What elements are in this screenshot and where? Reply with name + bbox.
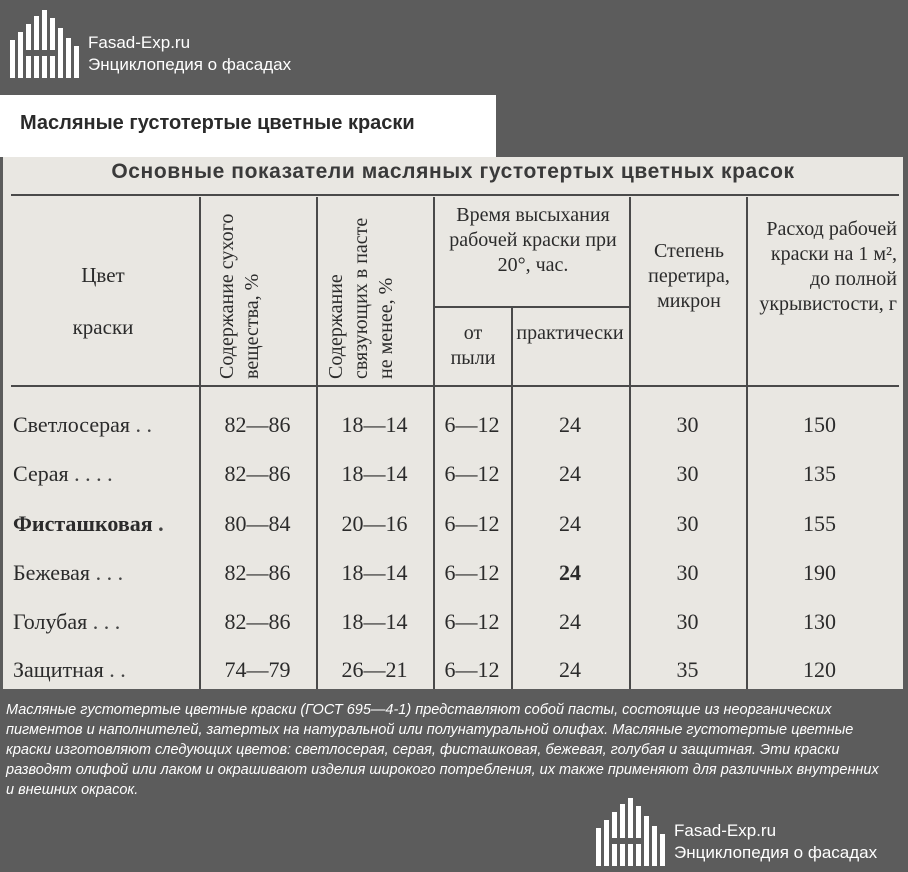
logo-site-name: Fasad-Exp.ru — [88, 33, 191, 52]
logo-site-name: Fasad-Exp.ru — [674, 821, 777, 840]
header-drying-time: Время высыхания рабочей краски при 20°, час. — [449, 204, 617, 276]
row-consumption: 135 — [803, 461, 836, 486]
row-consumption: 150 — [803, 412, 836, 437]
header-consumption: Расход рабочей краски на 1 м², до полной укрывистости, г — [759, 218, 897, 315]
row-color-name: Серая . . . . — [13, 461, 113, 486]
row-color-name: Защитная . . — [13, 657, 126, 682]
row-dust: 6—12 — [444, 609, 500, 634]
row-practical: 24 — [559, 412, 581, 437]
row-consumption: 155 — [803, 511, 836, 536]
row-grind: 30 — [676, 461, 699, 486]
header-binder: Содержание связующих в пасте не менее, % — [325, 217, 397, 379]
row-grind: 30 — [676, 560, 699, 585]
row-grind: 30 — [676, 511, 699, 536]
row-dry: 80—84 — [224, 511, 291, 536]
row-binder: 18—14 — [341, 412, 408, 437]
building-logo-icon — [594, 794, 666, 866]
row-consumption: 120 — [803, 657, 836, 682]
row-dry: 74—79 — [224, 657, 291, 682]
row-binder: 18—14 — [341, 609, 408, 634]
logo-subtitle: Энциклопедия о фасадах — [674, 843, 878, 862]
row-dust: 6—12 — [444, 412, 500, 437]
row-dust: 6—12 — [444, 560, 500, 585]
logo-text — [88, 32, 291, 76]
row-binder: 18—14 — [341, 461, 408, 486]
row-consumption: 130 — [803, 609, 836, 634]
row-binder: 18—14 — [341, 560, 408, 585]
logo-text — [674, 820, 877, 864]
site-logo-footer[interactable] — [594, 794, 877, 866]
header-color: Цвет краски — [72, 263, 134, 339]
page-title: Масляные густотертые цветные краски — [20, 112, 415, 134]
row-practical: 24 — [559, 560, 581, 585]
header-dry-matter: Содержание сухого вещества, % — [216, 213, 263, 379]
site-logo[interactable] — [8, 6, 291, 78]
header-practically: практически — [516, 322, 624, 344]
row-practical: 24 — [559, 511, 581, 536]
row-dry: 82—86 — [224, 609, 291, 634]
row-dry: 82—86 — [224, 461, 291, 486]
row-dry: 82—86 — [224, 560, 291, 585]
table-top-border — [11, 194, 899, 196]
row-grind: 35 — [676, 657, 699, 682]
row-dry: 82—86 — [224, 412, 291, 437]
row-practical: 24 — [559, 609, 581, 634]
row-color-name: Фисташковая . — [13, 511, 164, 536]
row-consumption: 190 — [803, 560, 836, 585]
header-grind-degree: Степень перетира, микрон — [648, 240, 730, 312]
scanned-table — [3, 157, 903, 689]
row-dust: 6—12 — [444, 657, 500, 682]
header-bottom-border — [11, 385, 899, 387]
logo-subtitle: Энциклопедия о фасадах — [88, 55, 292, 74]
row-color-name: Светлосерая . . — [13, 412, 152, 437]
table-heading: Основные показатели масляных густотертых цветных красок — [111, 160, 795, 183]
row-binder: 20—16 — [341, 511, 408, 536]
row-grind: 30 — [676, 412, 699, 437]
description-paragraph: Масляные густотертые цветные краски (ГОСТ 695—4-1) представляют собой пасты, состоящие из неорганических пигментов и наполнителей, затертых на натуральной или полунатуральной олифах. Масляные густотертые цветные краски изготовляют следующих цветов: светлосерая, серая, фисташковая, бежевая, голубая и защитная. Эти краски разводят олифой или лаком и окрашивают изделия широкого потребления, их также применяют для различных внутренних и внешних окрасок. — [6, 702, 879, 798]
row-color-name: Голубая . . . — [13, 609, 121, 634]
row-binder: 26—21 — [341, 657, 408, 682]
row-color-name: Бежевая . . . — [13, 560, 124, 585]
title-bar — [0, 95, 496, 157]
drying-subheader-divider — [433, 306, 629, 308]
row-dust: 6—12 — [444, 461, 500, 486]
row-practical: 24 — [559, 461, 581, 486]
row-grind: 30 — [676, 609, 699, 634]
header-from-dust: от пыли — [450, 322, 496, 369]
building-logo-icon — [8, 6, 80, 78]
row-dust: 6—12 — [444, 511, 500, 536]
row-practical: 24 — [559, 657, 581, 682]
